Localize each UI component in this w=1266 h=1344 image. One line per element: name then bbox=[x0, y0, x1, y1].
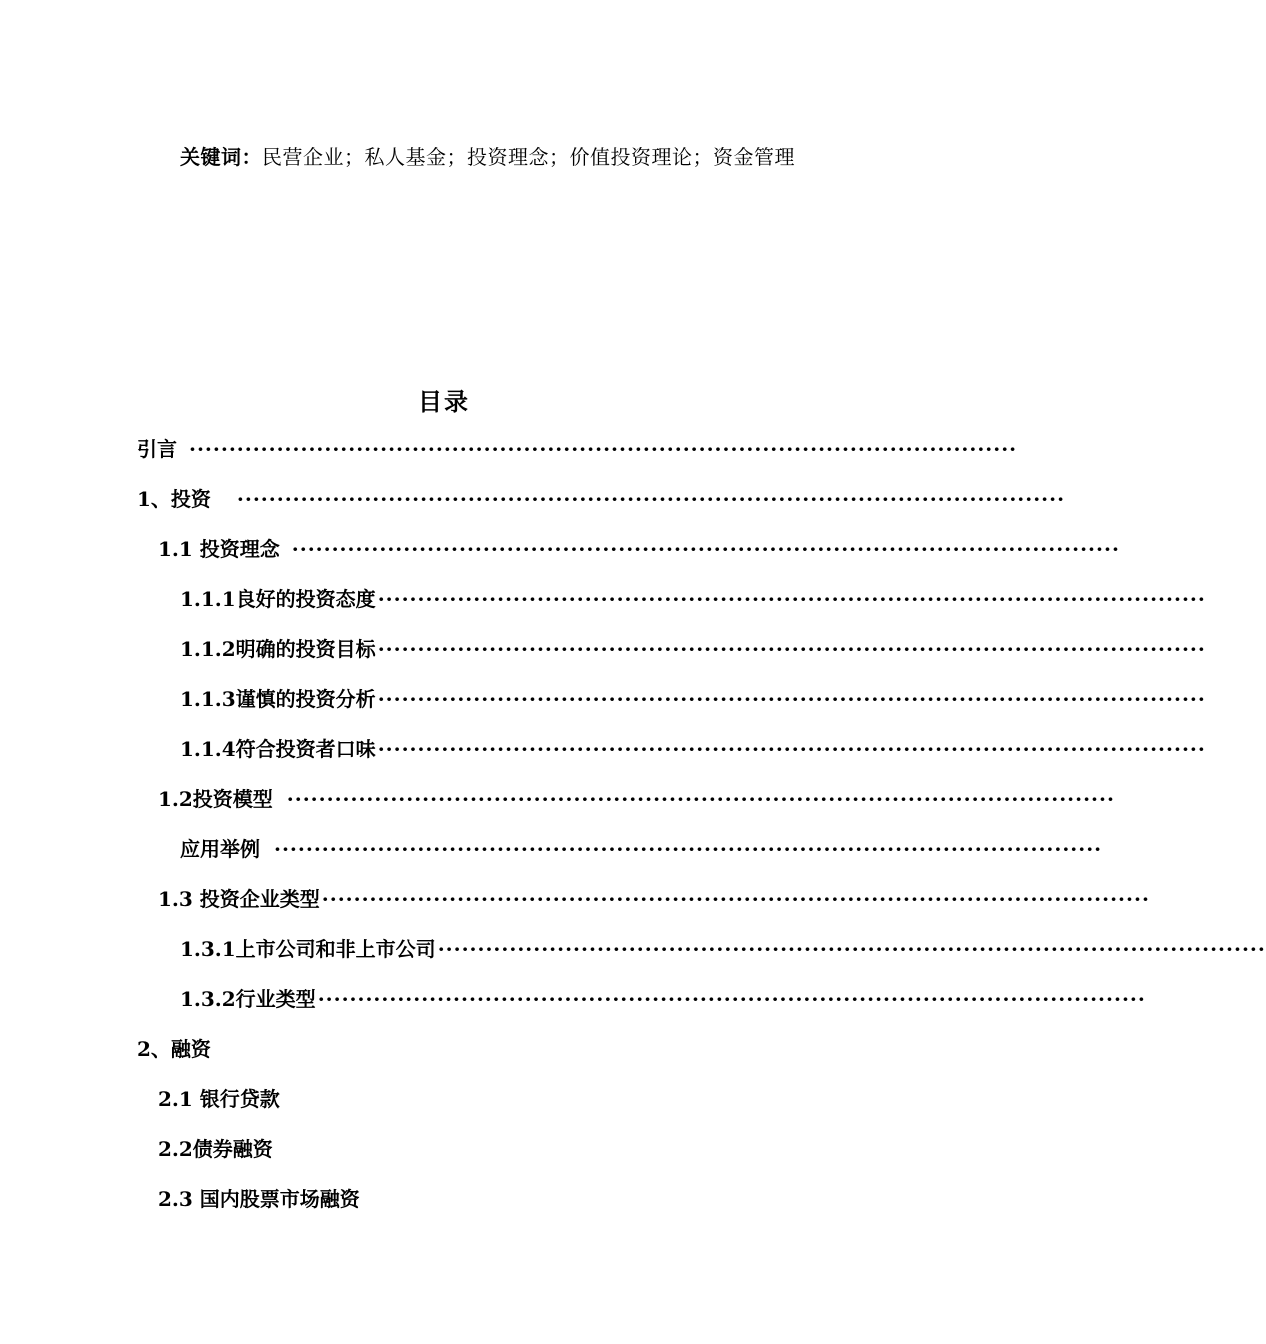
toc-entry-label: 1.3 投资企业类型 bbox=[158, 887, 320, 911]
toc-entry-label: 1.3.1上市公司和非上市公司 bbox=[180, 937, 436, 961]
keywords-paragraph bbox=[137, 133, 837, 181]
toc-entry-investment[interactable] bbox=[137, 484, 1066, 514]
toc-dot-leader: ········································································································ bbox=[274, 837, 1103, 861]
toc-entry-1-1-4[interactable] bbox=[180, 734, 1206, 764]
toc-entry-label: 1.1.2明确的投资目标 bbox=[180, 637, 376, 661]
toc-entry-label: 2、融资 bbox=[137, 1037, 211, 1061]
toc-entry-label: 1.1.1良好的投资态度 bbox=[180, 587, 376, 611]
toc-dot-leader: ········································································································ bbox=[377, 587, 1206, 611]
toc-entry-label: 1.2投资模型 bbox=[158, 787, 273, 811]
toc-entry-1-1-1[interactable] bbox=[180, 584, 1206, 614]
keywords-label: 关键词： bbox=[180, 145, 262, 169]
toc-entry-label: 2.3 国内股票市场融资 bbox=[158, 1187, 360, 1211]
toc-entry-label: 引言 bbox=[137, 437, 177, 461]
toc-entry-1-1-3[interactable] bbox=[180, 684, 1206, 714]
toc-dot-leader: ········································································································ bbox=[437, 937, 1266, 961]
keywords-text: 民营企业；私人基金；投资理念；价值投资理论；资金管理 bbox=[262, 145, 795, 169]
toc-entry-financing[interactable] bbox=[137, 1034, 211, 1064]
toc-dot-leader: ········································································································ bbox=[189, 437, 1018, 461]
toc-entry-label: 2.2债券融资 bbox=[158, 1137, 273, 1161]
toc-entry-1-3-2[interactable] bbox=[180, 984, 1146, 1014]
toc-entry-label: 1.1.3谨慎的投资分析 bbox=[180, 687, 376, 711]
toc-entry-1-3-1[interactable] bbox=[180, 934, 1266, 964]
toc-dot-leader: ········································································································ bbox=[377, 687, 1206, 711]
toc-dot-leader: ········································································································ bbox=[286, 787, 1115, 811]
toc-dot-leader: ········································································································ bbox=[377, 637, 1206, 661]
toc-title: 目录 bbox=[418, 387, 470, 416]
toc-entry-label: 1、投资 bbox=[137, 487, 211, 511]
toc-entry-enterprise-types[interactable] bbox=[158, 884, 1150, 914]
toc-entry-investment-model[interactable] bbox=[158, 784, 1115, 814]
toc-dot-leader: ········································································································ bbox=[321, 887, 1150, 911]
toc-dot-leader: ········································································································ bbox=[377, 737, 1206, 761]
toc-entry-label: 应用举例 bbox=[180, 837, 260, 861]
toc-entry-domestic-stock-financing[interactable] bbox=[158, 1184, 360, 1214]
toc-entry-label: 2.1 银行贷款 bbox=[158, 1087, 280, 1111]
toc-entry-application-example[interactable] bbox=[180, 834, 1103, 864]
toc-entry-bond-financing[interactable] bbox=[158, 1134, 273, 1164]
toc-entry-bank-loan[interactable] bbox=[158, 1084, 280, 1114]
toc-dot-leader: ········································································································ bbox=[317, 987, 1146, 1011]
toc-entry-label: 1.1 投资理念 bbox=[158, 537, 280, 561]
toc-entry-investment-philosophy[interactable] bbox=[158, 534, 1120, 564]
toc-entry-label: 1.1.4符合投资者口味 bbox=[180, 737, 376, 761]
toc-entry-label: 1.3.2行业类型 bbox=[180, 987, 316, 1011]
toc-dot-leader: ········································································································ bbox=[291, 537, 1120, 561]
toc-entry-1-1-2[interactable] bbox=[180, 634, 1206, 664]
toc-entry-intro[interactable] bbox=[137, 434, 1018, 464]
toc-dot-leader: ········································································································ bbox=[236, 487, 1066, 511]
